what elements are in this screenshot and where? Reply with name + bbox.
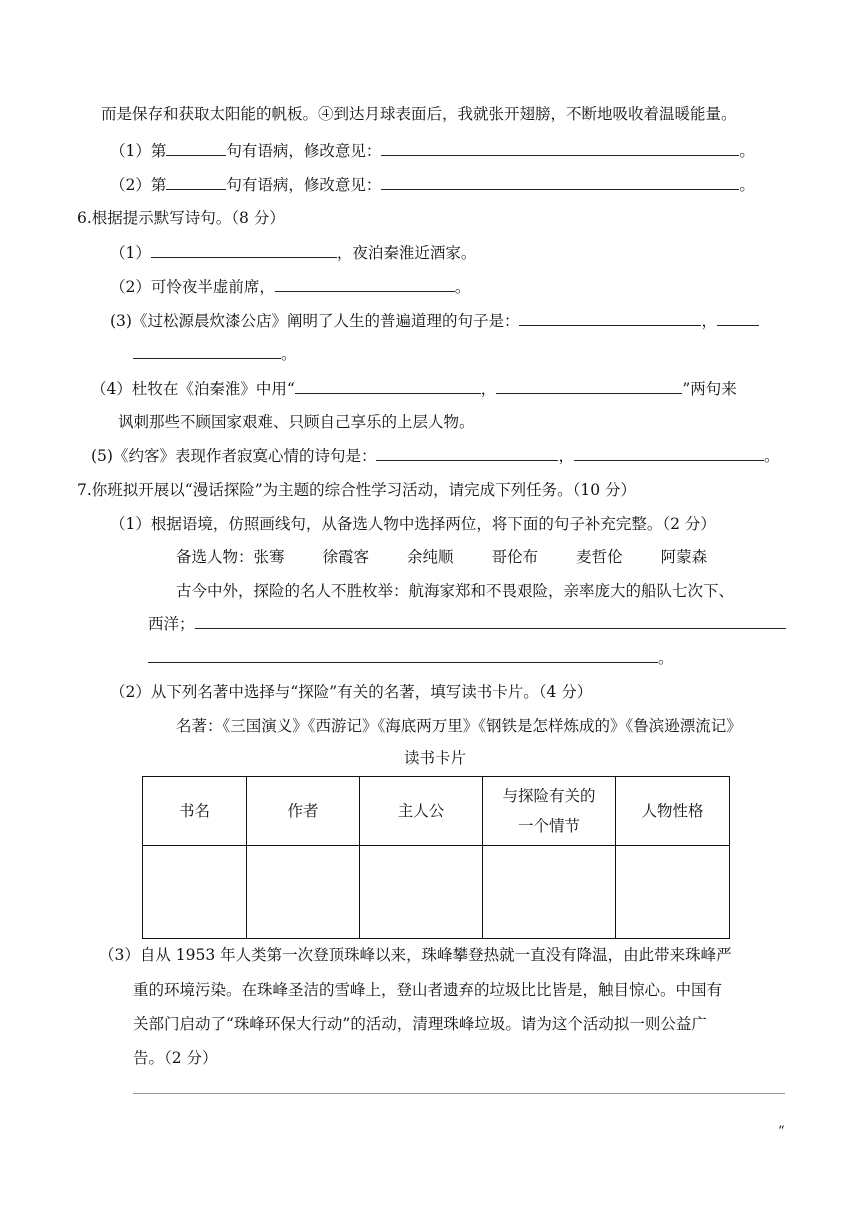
candidate: 哥伦布 — [491, 548, 539, 566]
q6-sub3-text: (3)《过松源晨炊漆公店》阐明了人生的普遍道理的句子是： — [110, 312, 520, 330]
q7-sub3-line1: （3）自从 1953 年人类第一次登顶珠峰以来，珠峰攀登热就一直没有降温，由此带来珠峰严 — [99, 946, 732, 964]
q5-sub1-prefix: （1）第 — [110, 142, 167, 160]
header-author: 作者 — [247, 777, 360, 846]
q6-sub1-prefix: （1） — [110, 244, 151, 262]
candidate: 余纯顺 — [407, 548, 454, 566]
q5-sub2-sentence-blank[interactable] — [166, 175, 226, 190]
q6-sub5-blank-2[interactable] — [574, 446, 764, 461]
candidate: 张骞 — [253, 548, 285, 566]
q6-sub1-blank[interactable] — [151, 243, 337, 258]
q7-candidates — [176, 547, 707, 567]
q6-sub3-end: 。 — [281, 345, 297, 363]
q7-sub3-answer-line[interactable] — [133, 1093, 785, 1094]
header-book-name: 书名 — [143, 777, 247, 846]
q6-title: 6.根据提示默写诗句。（8 分） — [77, 209, 285, 227]
q6-sub4-suffix: ”两句来 — [682, 380, 737, 398]
q6-sub4-blank-1[interactable] — [295, 379, 481, 394]
corner-quote-mark: “ — [778, 1124, 785, 1139]
reading-card-table — [142, 776, 730, 939]
q6-sub2 — [110, 277, 470, 297]
cell-character-traits[interactable] — [616, 846, 730, 939]
q6-sub5-comma: ， — [558, 447, 574, 465]
q7-sub1-blank-2[interactable] — [148, 648, 658, 663]
q5-sub1-sentence-blank[interactable] — [166, 141, 226, 156]
q6-sub4-comma: ， — [480, 380, 497, 398]
q5-sub1 — [110, 141, 755, 161]
header-protagonist: 主人公 — [360, 777, 483, 846]
header-plot-line2: 一个情节 — [517, 817, 580, 835]
q5-sub2-prefix: （2）第 — [110, 176, 167, 194]
q6-sub4-prefix: （4）杜牧在《泊秦淮》中用“ — [91, 380, 295, 398]
q6-sub5 — [91, 446, 780, 466]
q6-sub1 — [110, 243, 476, 263]
table-row — [143, 846, 730, 939]
q5-sub2-revision-blank[interactable] — [381, 175, 739, 190]
q6-sub3 — [110, 311, 759, 331]
q6-sub3-blank-1[interactable] — [519, 311, 701, 326]
q6-sub5-blank-1[interactable] — [376, 446, 558, 461]
q7-sub2-text: （2）从下列名著中选择与“探险”有关的名著，填写读书卡片。（4 分） — [110, 683, 593, 701]
q6-sub3-blank-2b[interactable] — [133, 344, 281, 359]
reading-card-title: 读书卡片 — [404, 749, 467, 767]
cell-book-name[interactable] — [143, 846, 247, 939]
q7-title: 7.你班拟开展以“漫话探险”为主题的综合性学习活动，请完成下列任务。（10 分） — [77, 481, 637, 499]
q7-sub1-paragraph-2 — [148, 614, 786, 634]
header-plot-line1: 与探险有关的 — [502, 787, 596, 805]
q6-sub5-text: (5)《约客》表现作者寂寞心情的诗句是： — [91, 447, 377, 465]
q5-sub1-suffix: 。 — [739, 142, 755, 160]
header-adventure-plot — [483, 777, 616, 846]
q7-sub3-line3: 关部门启动了“珠峰环保大行动”的活动，清理珠峰垃圾。请为这个活动拟一则公益广 — [133, 1015, 707, 1033]
q6-sub2-blank[interactable] — [275, 277, 455, 292]
candidates-label: 备选人物： — [176, 548, 254, 566]
q5-sub2 — [110, 175, 755, 195]
q5-sub2-middle: 句有语病，修改意见： — [226, 176, 382, 194]
table-header-row — [143, 777, 730, 846]
q6-sub2-suffix: 。 — [454, 278, 471, 296]
book-list: 名著：《三国演义》《西游记》《海底两万里》《钢铁是怎样炼成的》《鲁滨逊漂流记》 — [176, 717, 742, 735]
candidate: 阿蒙森 — [660, 548, 708, 566]
q6-sub3-comma: ， — [701, 312, 717, 330]
cell-protagonist[interactable] — [360, 846, 483, 939]
q6-sub3-cont — [133, 344, 297, 364]
q6-sub4-line2: 讽刺那些不顾国家艰难、只顾自己享乐的上层人物。 — [118, 413, 475, 431]
q7-sub1-para2-prefix: 西洋； — [148, 615, 195, 633]
q7-sub1-paragraph-1: 古今中外，探险的名人不胜枚举：航海家郑和不畏艰险，亲率庞大的船队七次下、 — [176, 582, 735, 600]
q5-sub1-middle: 句有语病，修改意见： — [226, 142, 382, 160]
q7-sub3-line2: 重的环境污染。在珠峰圣洁的雪峰上，登山者遗弃的垃圾比比皆是，触目惊心。中国有 — [133, 981, 723, 999]
q6-sub4-blank-2[interactable] — [496, 379, 682, 394]
cell-adventure-plot[interactable] — [483, 846, 616, 939]
q5-sub2-suffix: 。 — [739, 176, 755, 194]
candidate: 麦哲伦 — [576, 548, 623, 566]
q7-sub3-line4: 告。（2 分） — [133, 1049, 218, 1067]
q5-sub1-revision-blank[interactable] — [381, 141, 739, 156]
candidate: 徐霞客 — [322, 548, 370, 566]
q6-sub3-blank-2a[interactable] — [717, 311, 759, 326]
passage-continuation: 而是保存和获取太阳能的帆板。④到达月球表面后，我就张开翅膀，不断地吸收着温暖能量。 — [101, 105, 737, 123]
q6-sub4 — [91, 379, 737, 399]
header-character-traits: 人物性格 — [616, 777, 730, 846]
q7-sub1-paragraph-3 — [148, 648, 674, 668]
q6-sub5-end: 。 — [763, 447, 780, 465]
q7-sub1-end: 。 — [658, 649, 674, 667]
q6-sub1-suffix: ，夜泊秦淮近酒家。 — [336, 244, 477, 262]
q6-sub2-prefix: （2）可怜夜半虚前席， — [110, 278, 275, 296]
cell-author[interactable] — [247, 846, 360, 939]
q7-sub1-text: （1）根据语境，仿照画线句，从备选人物中选择两位，将下面的句子补充完整。（2 分） — [110, 515, 716, 533]
q7-sub1-blank-1[interactable] — [195, 614, 786, 629]
